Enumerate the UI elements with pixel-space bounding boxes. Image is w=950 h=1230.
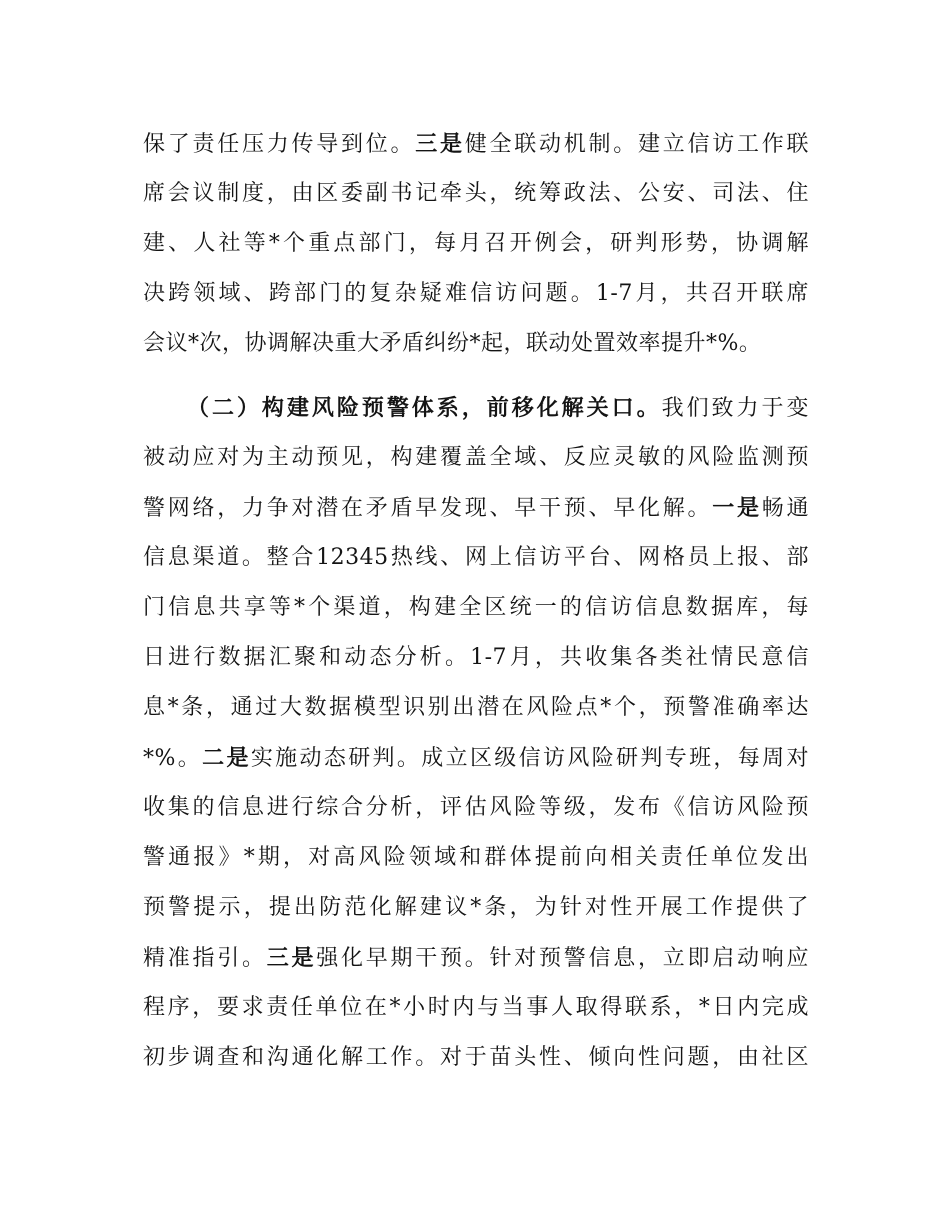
paragraph-2-line-12 [143, 938, 809, 978]
paragraph-1-line-5: 会议*次，协调解决重大矛盾纠纷*起，联动处置效率提升*%。 [143, 331, 762, 356]
paragraph-2-line-7: 息*条，通过大数据模型识别出潜在风险点*个，预警准确率达 [143, 695, 809, 720]
paragraph-2-line-3 [143, 488, 809, 528]
bold-keyword: 三是 [415, 131, 465, 157]
text-segment: 精准指引。 [143, 946, 267, 971]
paragraph-1-line-2: 席会议制度，由区委副书记牵头，统筹政法、公安、司法、住 [143, 181, 809, 206]
text-segment: 畅通 [761, 496, 809, 521]
text-segment: 健全联动机制。建立信访工作联 [464, 132, 809, 157]
paragraph-2-line-8 [143, 738, 809, 778]
text-segment: 强化早期干预。针对预警信息，立即启动响应 [316, 946, 809, 971]
paragraph-2-line-2: 被动应对为主动预见，构建覆盖全域、反应灵敏的风险监测预 [143, 445, 809, 470]
paragraph-1-line-1 [143, 124, 809, 164]
text-segment: 实施动态研判。成立区级信访风险研判专班，每周对 [250, 746, 809, 771]
section-heading: （二）构建风险预警体系，前移化解关口。 [187, 395, 662, 421]
paragraph-2-line-14: 初步调查和沟通化解工作。对于苗头性、倾向性问题，由社区 [143, 1045, 809, 1070]
paragraph-2-line-6: 日进行数据汇聚和动态分析。1-7月，共收集各类社情民意信 [143, 645, 809, 670]
paragraph-1-line-3: 建、人社等*个重点部门，每月召开例会，研判形势，协调解 [143, 231, 809, 256]
text-segment: 我们致力于变 [661, 396, 809, 421]
paragraph-2-line-9: 收集的信息进行综合分析，评估风险等级，发布《信访风险预 [143, 795, 809, 820]
paragraph-2-line-4: 信息渠道。整合12345热线、网上信访平台、网格员上报、部 [143, 545, 809, 570]
bold-keyword: 三是 [266, 945, 317, 971]
paragraph-2-line-10: 警通报》*期，对高风险领域和群体提前向相关责任单位发出 [143, 845, 809, 870]
text-segment: 警网络，力争对潜在矛盾早发现、早干预、早化解。 [143, 496, 713, 521]
bold-keyword: 一是 [712, 495, 762, 521]
paragraph-2-line-11: 预警提示，提出防范化解建议*条，为针对性开展工作提供了 [143, 895, 809, 920]
bold-keyword: 二是 [202, 745, 251, 771]
section-heading-line [187, 388, 809, 428]
paragraph-2-line-13: 程序，要求责任单位在*小时内与当事人取得联系，*日内完成 [143, 995, 809, 1020]
paragraph-1-line-4: 决跨领域、跨部门的复杂疑难信访问题。1-7月，共召开联席 [143, 281, 809, 306]
text-segment: 保了责任压力传导到位。 [143, 132, 416, 157]
paragraph-2-line-5: 门信息共享等*个渠道，构建全区统一的信访信息数据库，每 [143, 595, 809, 620]
text-segment: *%。 [143, 746, 203, 771]
